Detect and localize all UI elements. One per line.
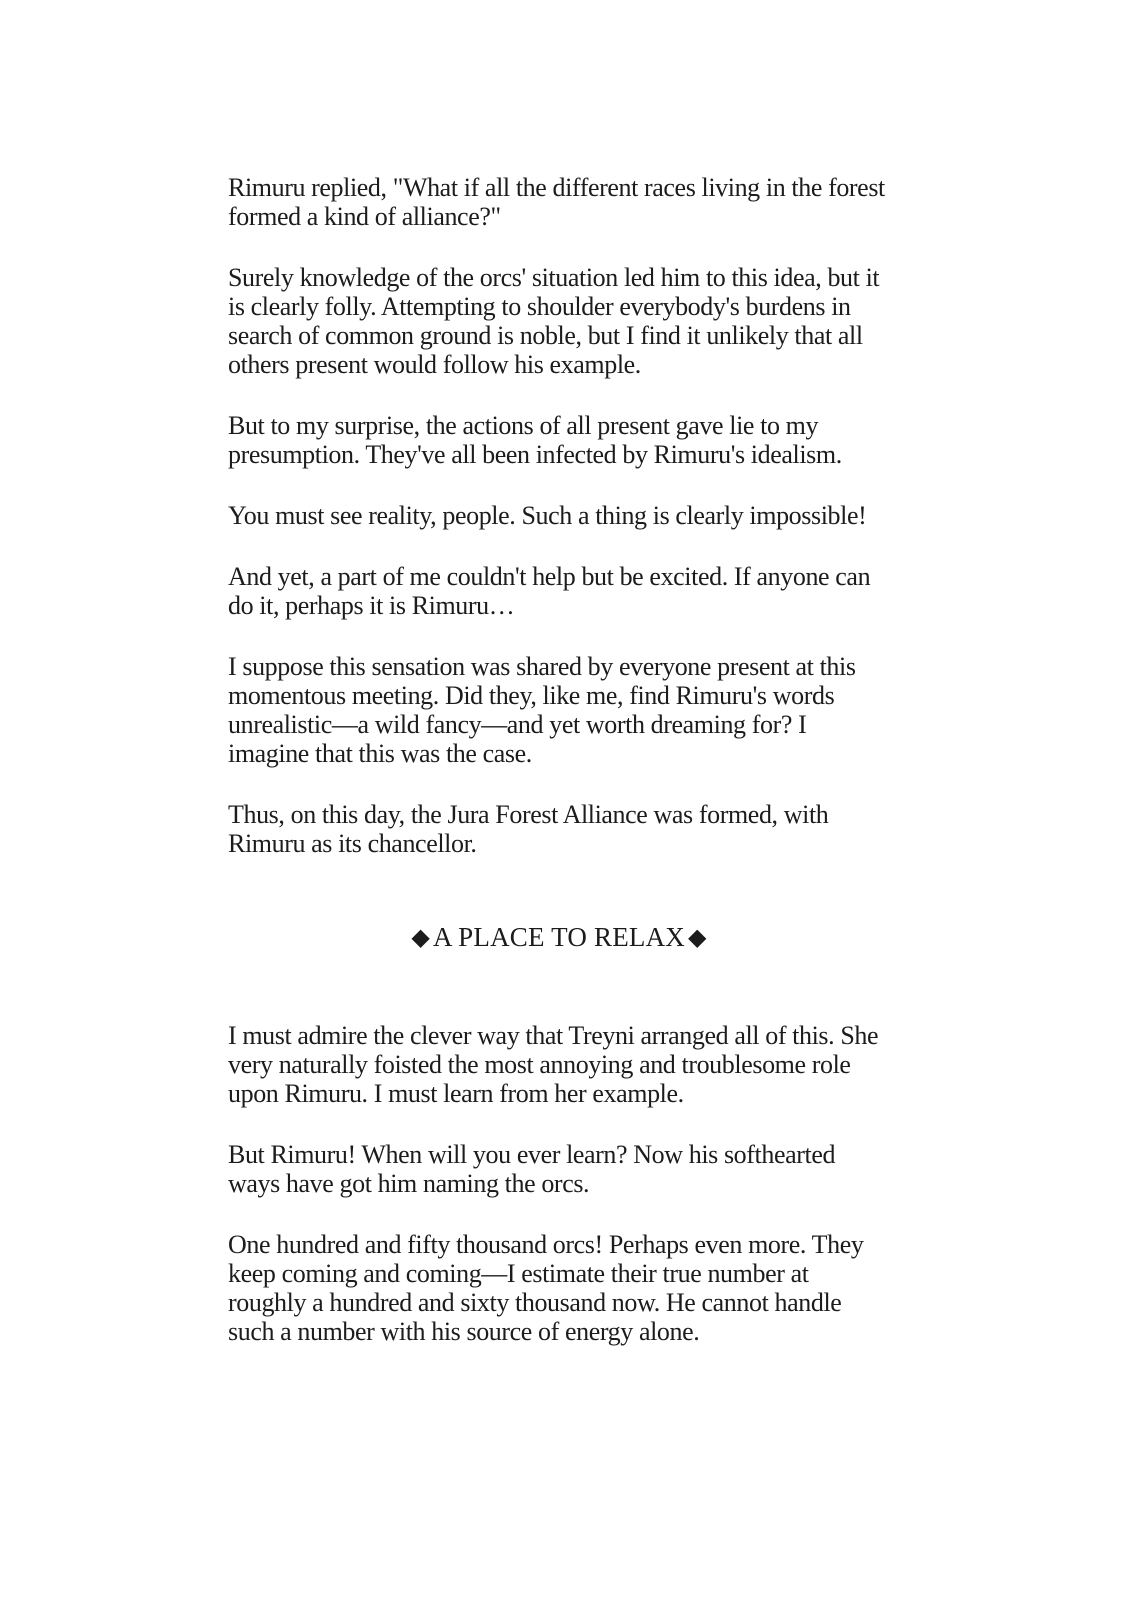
- diamond-icon: ◆: [411, 925, 430, 951]
- paragraph: But Rimuru! When will you ever learn? Now his softhearted ways have got him naming the orcs.: [228, 1140, 836, 1198]
- paragraph: You must see reality, people. Such a thing is clearly impossible!: [228, 501, 867, 530]
- paragraph: Thus, on this day, the Jura Forest Alliance was formed, with Rimuru as its chancellor.: [228, 800, 829, 858]
- paragraph: One hundred and fifty thousand orcs! Perhaps even more. They keep coming and coming—I estimate their true number at roughly a hundred and sixty thousand now. He cannot handle such a number with his source of energy alone.: [228, 1230, 864, 1346]
- paragraph: I must admire the clever way that Treyni arranged all of this. She very naturally foisted the most annoying and troublesome role upon Rimuru. I must learn from her example.: [228, 1021, 879, 1108]
- paragraph: Rimuru replied, "What if all the different races living in the forest formed a kind of alliance?": [228, 173, 885, 231]
- diamond-icon: ◆: [687, 925, 707, 951]
- paragraph: And yet, a part of me couldn't help but be excited. If anyone can do it, perhaps it is Rimuru…: [228, 562, 871, 620]
- paragraph: Surely knowledge of the orcs' situation led him to this idea, but it is clearly folly. Attempting to shoulder everybody's burdens in search of common ground is noble, but I find it unlikely that all others present would follow his example.: [228, 263, 880, 379]
- section-heading: [228, 923, 890, 954]
- section-heading-text: A PLACE TO RELAX: [433, 922, 685, 952]
- paragraph: But to my surprise, the actions of all present gave lie to my presumption. They've all been infected by Rimuru's idealism.: [228, 411, 842, 469]
- text-column: [228, 173, 890, 1378]
- paragraph: I suppose this sensation was shared by everyone present at this momentous meeting. Did they, like me, find Rimuru's words unrealistic—a wild fancy—and yet worth dreaming for? I imagine that this was the case.: [228, 652, 856, 768]
